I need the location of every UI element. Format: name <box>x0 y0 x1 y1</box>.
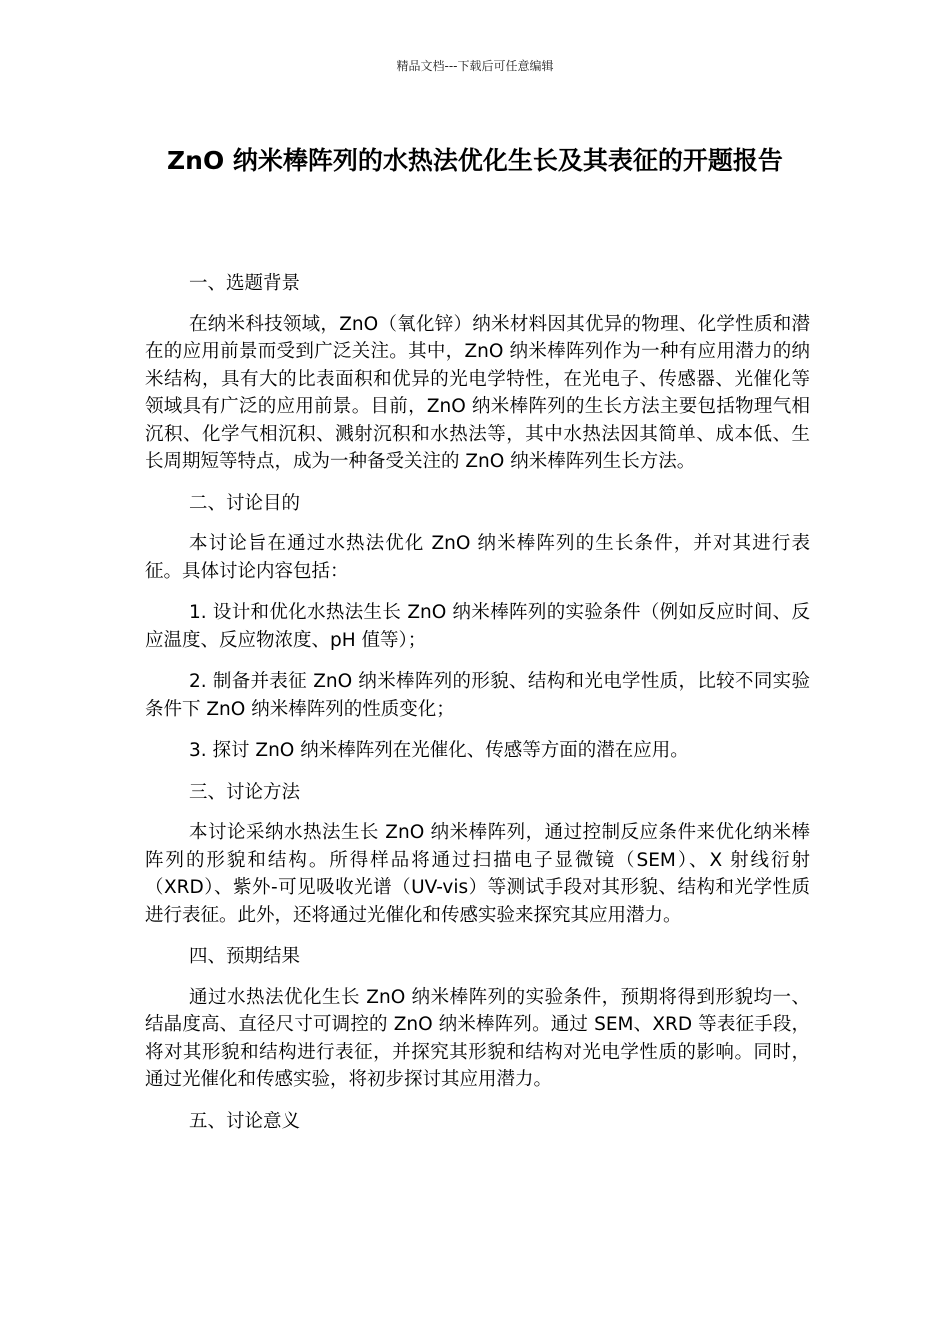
page-header: 精品文档---下载后可任意编辑 <box>396 59 554 73</box>
section-heading-significance: 五、讨论意义 <box>189 1110 301 1132</box>
section-heading-background: 一、选题背景 <box>189 273 301 294</box>
document-title: ZnO 纳米棒阵列的水热法优化生长及其表征的开题报告 <box>167 146 783 175</box>
paragraph-purpose-item-2: 2. 制备并表征 ZnO 纳米棒阵列的形貌、结构和光电学性质，比较不同实验条件下 ZnO 纳米棒阵列的性质变化； <box>145 671 810 720</box>
paragraph-purpose-intro: 本讨论旨在通过水热法优化 ZnO 纳米棒阵列的生长条件，并对其进行表征。具体讨论内容包括： <box>145 533 810 582</box>
paragraph-purpose-item-1: 1. 设计和优化水热法生长 ZnO 纳米棒阵列的实验条件（例如反应时间、反应温度、反应物浓度、pH 值等）； <box>145 602 810 651</box>
paragraph-purpose-item-3: 3. 探讨 ZnO 纳米棒阵列在光催化、传感等方面的潜在应用。 <box>189 740 689 761</box>
document-body <box>145 270 810 1148</box>
paragraph-expected-results: 通过水热法优化生长 ZnO 纳米棒阵列的实验条件，预期将得到形貌均一、结晶度高、直径尺寸可调控的 ZnO 纳米棒阵列。通过 SEM、XRD 等表征手段，将对其形貌和结构进行表征，并探究其形貌和结构对光电学性质的影响。同时，通过光催化和传感实验，将初步探讨其应用潜力。 <box>145 986 810 1090</box>
section-heading-purpose: 二、讨论目的 <box>189 492 301 514</box>
section-heading-expected-results: 四、预期结果 <box>189 946 301 967</box>
paragraph-method: 本讨论采纳水热法生长 ZnO 纳米棒阵列，通过控制反应条件来优化纳米棒阵列的形貌和结构。所得样品将通过扫描电子显微镜（SEM）、X 射线衍射（XRD）、紫外-可见吸收光谱（UV-vis）等测试手段对其形貌、结构和光学性质进行表征。此外，还将通过光催化和传感实验来探究其应用潜力。 <box>145 822 810 926</box>
paragraph-background: 在纳米科技领域，ZnO（氧化锌）纳米材料因其优异的物理、化学性质和潜在的应用前景而受到广泛关注。其中，ZnO 纳米棒阵列作为一种有应用潜力的纳米结构，具有大的比表面积和优异的光电学特性，在光电子、传感器、光催化等领域具有广泛的应用前景。目前，ZnO 纳米棒阵列的生长方法主要包括物理气相沉积、化学气相沉积、溅射沉积和水热法等，其中水热法因其简单、成本低、生长周期短等特点，成为一种备受关注的 ZnO 纳米棒阵列生长方法。 <box>145 313 810 472</box>
section-heading-method: 三、讨论方法 <box>189 781 301 803</box>
